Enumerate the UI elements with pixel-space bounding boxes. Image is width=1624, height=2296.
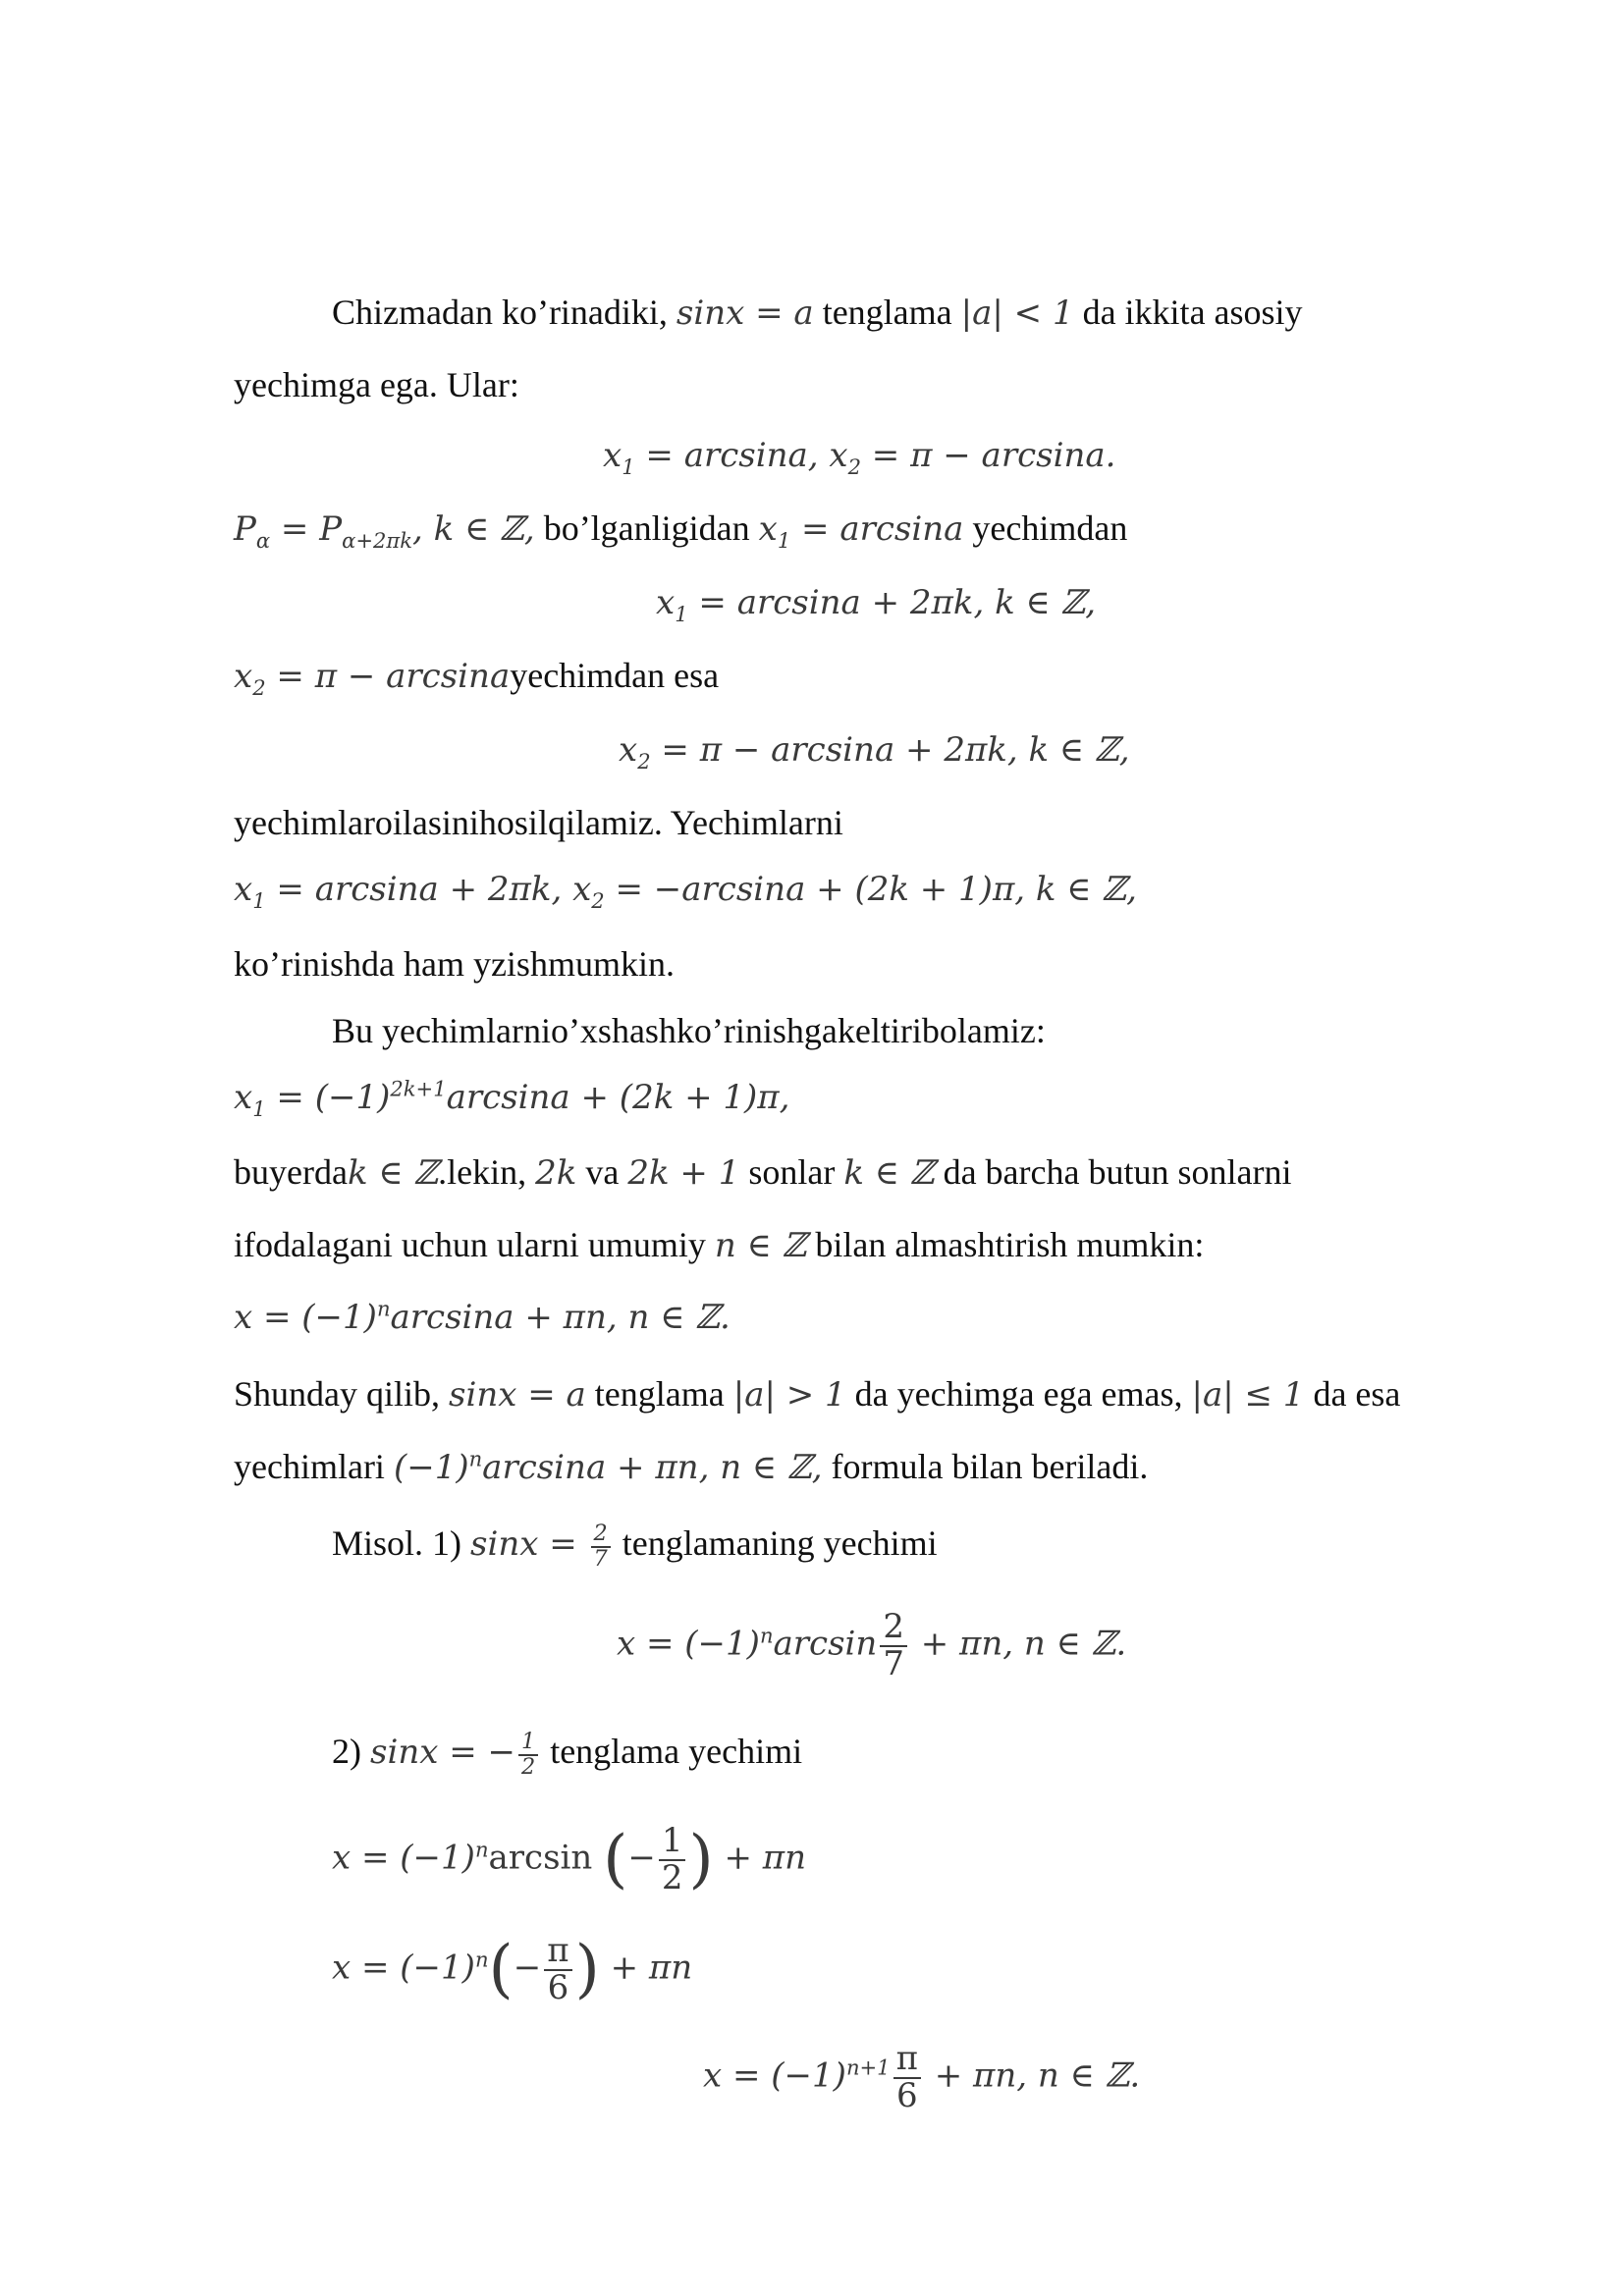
math-sinx-eq-a: sinx = a bbox=[676, 294, 814, 333]
equation-general: $x = (-1)^n\arcsin a + \pi n$, n ∈ ℤ. bbox=[234, 1296, 731, 1337]
paragraph-similar: Bu yechimlarnio’xshashko’rinishgakeltiribolamiz: bbox=[332, 1011, 1046, 1050]
paragraph-conclusion: Shunday qilib, sinx = a tenglama |a| > 1 da yechimga ega emas, |a| ≤ 1 da esa bbox=[234, 1374, 1401, 1415]
fraction: $\frac{2}{7}$ bbox=[880, 1610, 907, 1682]
fraction: $\frac{1}{2}$ bbox=[659, 1824, 686, 1896]
equation-example-2-step2: $x = (-1)^n(-$ $\frac{\pi}{6}$ ) + πn bbox=[332, 1931, 693, 2007]
equation-example-2-result: $x = (-1)^{n+1}$ $\frac{\pi}{6}$ + πn, n ∈ ℤ. bbox=[703, 2039, 1141, 2115]
equation-main-solutions: $x_1 = \arcsin a$, $x_2 = \pi - \arcsin a$. bbox=[603, 436, 1116, 479]
paragraph-replace: ifodalagani uchun ularni umumiy n ∈ ℤ bilan almashtirish mumkin: bbox=[234, 1225, 1205, 1265]
paragraph-formula: yechimlari $(-1)^n\arcsin a + \pi n$, n ∈ ℤ, formula bilan beriladi. bbox=[234, 1446, 1149, 1487]
fraction: $\frac{2}{7}$ bbox=[591, 1522, 611, 1571]
text: Chizmadan ko’rinadiki, bbox=[332, 293, 677, 332]
paragraph-integers: buyerdak ∈ ℤ.lekin, 2k va 2k + 1 sonlar k ∈ ℤ da barcha butun sonlarni bbox=[234, 1152, 1292, 1193]
fraction: $\frac{\pi}{6}$ bbox=[893, 2042, 921, 2113]
paragraph-families: yechimlaroilasinihosilqilamiz. Yechimlarni bbox=[234, 803, 843, 842]
example-1-statement: Misol. 1) sinx = $\frac{2}{7}$ tenglamaning yechimi bbox=[332, 1521, 938, 1572]
example-2-statement: 2) sinx = − $\frac{1}{2}$ tenglama yechimi bbox=[332, 1729, 803, 1780]
fraction: $\frac{1}{2}$ bbox=[518, 1731, 538, 1779]
math-abs-a-lt-1: |a| < 1 bbox=[960, 294, 1074, 333]
equation-example-1: $x = (-1)^n\arcsin$ $\frac{2}{7}$ + πn, n ∈ ℤ. bbox=[617, 1607, 1127, 1683]
equation-family-2: $x_2 = \pi - \arcsin a + 2\pi k$, k ∈ ℤ, bbox=[619, 730, 1130, 774]
paragraph-form: ko’rinishda ham yzishmumkin. bbox=[234, 944, 675, 984]
paragraph-intro-cont: yechimga ega. Ular: bbox=[234, 365, 519, 404]
equation-family-1: $x_1 = \arcsin a + 2\pi k$, k ∈ ℤ, bbox=[656, 583, 1097, 626]
equation-combined-odd: $x_1 = (-1)^{2k+1}\arcsin a + (2k + 1)\pi$, bbox=[234, 1076, 790, 1121]
paragraph-periodicity: $P_\alpha = P_{\alpha+2\pi k}$, k ∈ ℤ, bo’lganligidan $x_1 = \arcsin a$ yechimdan bbox=[234, 508, 1128, 553]
equation-both-families: $x_1 = \arcsin a + 2\pi k$, $x_2 = -\arcsin a + (2k + 1)\pi$, k ∈ ℤ, bbox=[234, 870, 1137, 913]
equation-example-2-step1: $x = (-1)^n\arcsin$ (− $\frac{1}{2}$ ) + πn bbox=[332, 1821, 807, 1897]
fraction: $\frac{\pi}{6}$ bbox=[544, 1934, 571, 2005]
text: tenglama bbox=[813, 293, 961, 332]
paragraph-intro bbox=[332, 291, 1303, 335]
text: da ikkita asosiy bbox=[1073, 293, 1303, 332]
paragraph-second-solution: $x_2 = \pi$ − arcsinayechimdan esa bbox=[234, 656, 720, 700]
